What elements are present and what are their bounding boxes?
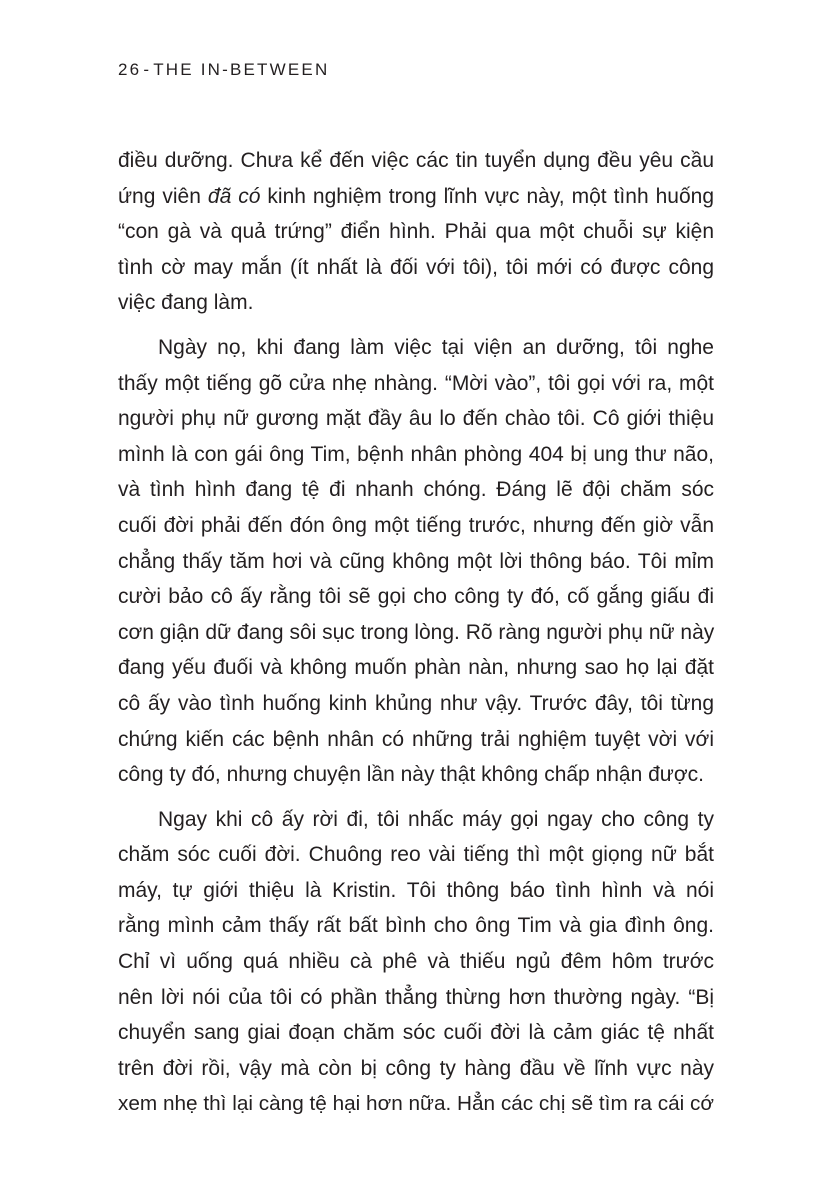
text-line: chuyển sang giai đoạn chăm sóc cuối đời là cảm giác tệ nhất xyxy=(118,1021,714,1045)
book-title: THE IN-BETWEEN xyxy=(153,60,330,79)
body-text xyxy=(118,143,714,1122)
emphasis-text: đã có xyxy=(207,184,261,208)
paragraph xyxy=(118,330,714,793)
text-line xyxy=(118,179,714,215)
text-line: tình cờ may mắn (ít nhất là đối với tôi), tôi mới có được công xyxy=(118,255,714,279)
text-line: điều dưỡng. Chưa kể đến việc các tin tuyển dụng đều yêu cầu xyxy=(118,149,714,172)
text-line: thấy một tiếng gõ cửa nhẹ nhàng. “Mời vào”, tôi gọi với ra, một xyxy=(118,371,714,395)
text-line: người phụ nữ gương mặt đầy âu lo đến chào tôi. Cô giới thiệu xyxy=(118,407,714,431)
text-line: Ngày nọ, khi đang làm việc tại viện an dưỡng, tôi nghe xyxy=(158,335,714,359)
text-line: cô ấy vào tình huống kinh khủng như vậy. Trước đây, tôi từng xyxy=(118,691,714,715)
text-run: ứng viên xyxy=(118,184,208,208)
text-line: cơn giận dữ đang sôi sục trong lòng. Rõ ràng người phụ nữ này xyxy=(118,620,715,644)
text-line: việc đang làm. xyxy=(118,291,254,315)
text-line: nên lời nói của tôi có phần thẳng thừng hơn thường ngày. “Bị xyxy=(118,985,714,1009)
text-line: đang yếu đuối và không muốn phàn nàn, nhưng sao họ lại đặt xyxy=(118,656,714,680)
text-line: chứng kiến các bệnh nhân có những trải nghiệm tuyệt vời với xyxy=(118,727,714,751)
text-line: chẳng thấy tăm hơi và cũng không một lời thông báo. Tôi mỉm xyxy=(118,549,714,573)
text-line: rằng mình cảm thấy rất bất bình cho ông Tim và gia đình ông. xyxy=(118,914,714,938)
text-line: trên đời rồi, vậy mà còn bị công ty hàng đầu về lĩnh vực này xyxy=(118,1056,714,1080)
text-line: mình là con gái ông Tim, bệnh nhân phòng 404 bị ung thư não, xyxy=(118,442,714,466)
paragraph-gap xyxy=(118,793,714,802)
text-run: kinh nghiệm trong lĩnh vực này, một tình huống xyxy=(260,184,715,208)
paragraph xyxy=(118,802,714,1122)
paragraph xyxy=(118,143,714,321)
text-line: chăm sóc cuối đời. Chuông reo vài tiếng thì một giọng nữ bắt xyxy=(118,843,714,867)
text-line: xem nhẹ thì lại càng tệ hại hơn nữa. Hẳn các chị sẽ tìm ra cái cớ xyxy=(118,1092,714,1116)
text-line: cuối đời phải đến đón ông một tiếng trước, nhưng đến giờ vẫn xyxy=(118,513,714,537)
text-line: công ty đó, nhưng chuyện lần này thật không chấp nhận được. xyxy=(118,763,704,787)
paragraph-gap xyxy=(118,321,714,330)
page-number: 26 xyxy=(118,60,142,79)
running-head xyxy=(118,60,329,80)
text-line: và tình hình đang tệ đi nhanh chóng. Đáng lẽ đội chăm sóc xyxy=(118,478,714,502)
text-line: “con gà và quả trứng” điển hình. Phải qua một chuỗi sự kiện xyxy=(118,220,714,244)
text-line: máy, tự giới thiệu là Kristin. Tôi thông báo tình hình và nói xyxy=(118,878,714,902)
text-line: Chỉ vì uống quá nhiều cà phê và thiếu ngủ đêm hôm trước xyxy=(118,950,714,974)
text-line: Ngay khi cô ấy rời đi, tôi nhấc máy gọi ngay cho công ty xyxy=(158,807,714,831)
running-head-separator: - xyxy=(143,60,152,79)
text-line: cười bảo cô ấy rằng tôi sẽ gọi cho công ty đó, cố gắng giấu đi xyxy=(118,585,714,609)
